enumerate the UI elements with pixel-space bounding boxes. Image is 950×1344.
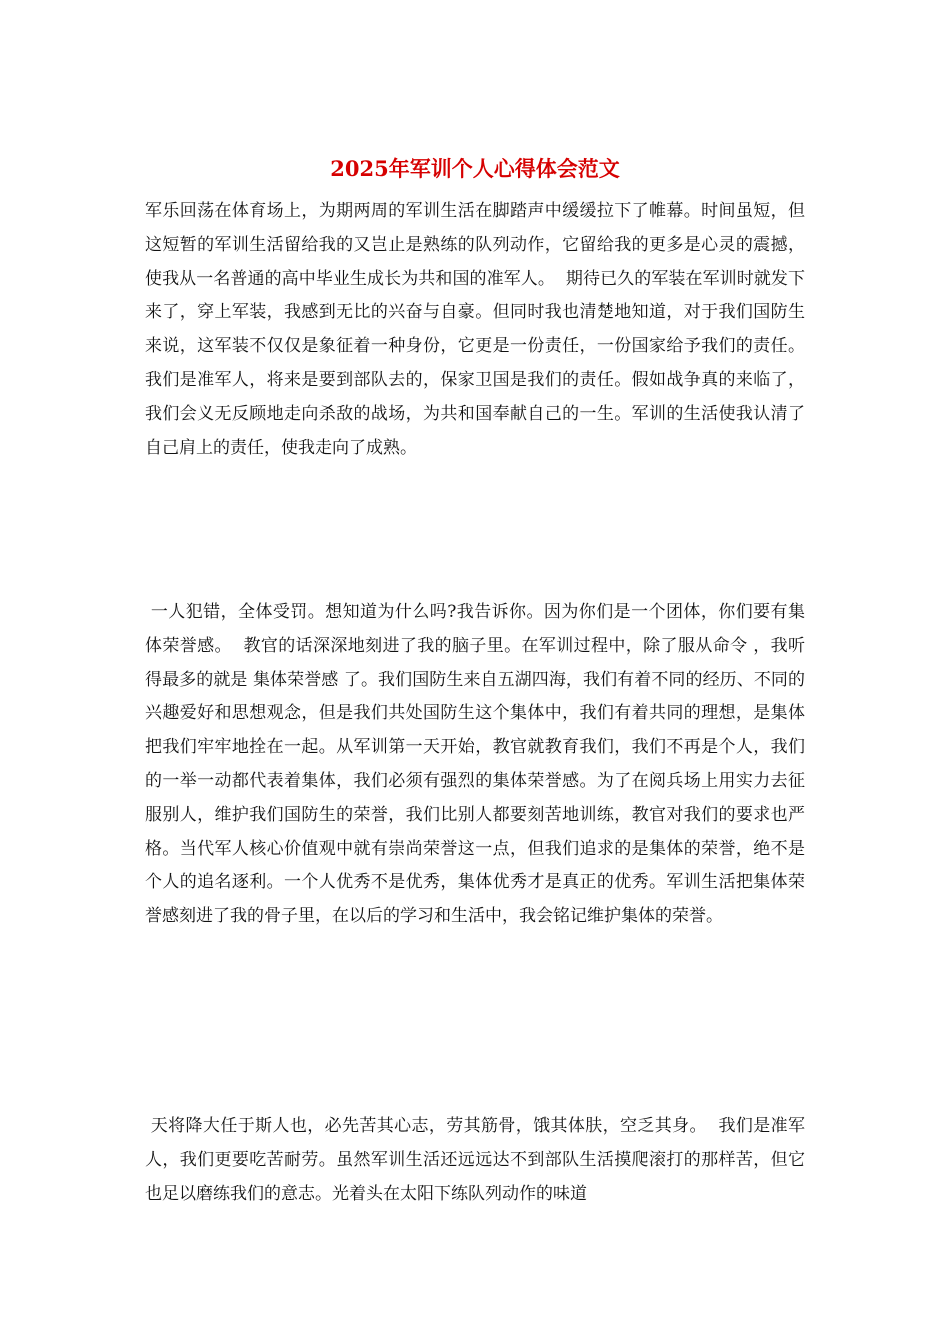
document-title: 2025年军训个人心得体会范文 [330,156,620,181]
paragraph-2: 一人犯错，全体受罚。想知道为什么吗?我告诉你。因为你们是一个团体，你们要有集体荣誉感。 教官的话深深地刻进了我的脑子里。在军训过程中，除了服从命令 ，我听得最多的就是 集体荣誉感 了。我们国防生来自五湖四海，我们有着不同的经历、不同的兴趣爱好和思想观念，但是我们共处国防生这个集体中，我们有着共同的理想，是集体把我们牢牢地拴在一起。从军训第一天开始，教官就教育我们，我们不再是个人，我们的一举一动都代表着集体，我们必须有强烈的集体荣誉感。为了在阅兵场上用实力去征服别人，维护我们国防生的荣誉，我们比别人都要刻苦地训练，教官对我们的要求也严格。当代军人核心价值观中就有崇尚荣誉这一点，但我们追求的是集体的荣誉，绝不是个人的追名逐利。一个人优秀不是优秀，集体优秀才是真正的优秀。军训生活把集体荣誉感刻进了我的骨子里，在以后的学习和生活中，我会铭记维护集体的荣誉。 [145,602,805,927]
paragraph-1: 军乐回荡在体育场上，为期两周的军训生活在脚踏声中缓缓拉下了帷幕。时间虽短，但这短暂的军训生活留给我的又岂止是熟练的队列动作，它留给我的更多是心灵的震撼，使我从一名普通的高中毕业生成长为共和国的准军人。 期待已久的军装在军训时就发下来了，穿上军装，我感到无比的兴奋与自豪。但同时我也清楚地知道，对于我们国防生来说，这军装不仅仅是象征着一种身份，它更是一份责任，一份国家给予我们的责任。我们是准军人，将来是要到部队去的，保家卫国是我们的责任。假如战争真的来临了，我们会义无反顾地走向杀敌的战场，为共和国奉献自己的一生。军训的生活使我认清了自己肩上的责任，使我走向了成熟。 [145,201,805,458]
paragraph-3: 天将降大任于斯人也，必先苦其心志，劳其筋骨，饿其体肤，空乏其身。 我们是准军人，我们更要吃苦耐劳。虽然军训生活还远远达不到部队生活摸爬滚打的那样苦，但它也足以磨练我们的意志。光着头在太阳下练队列动作的味道 [145,1116,806,1204]
